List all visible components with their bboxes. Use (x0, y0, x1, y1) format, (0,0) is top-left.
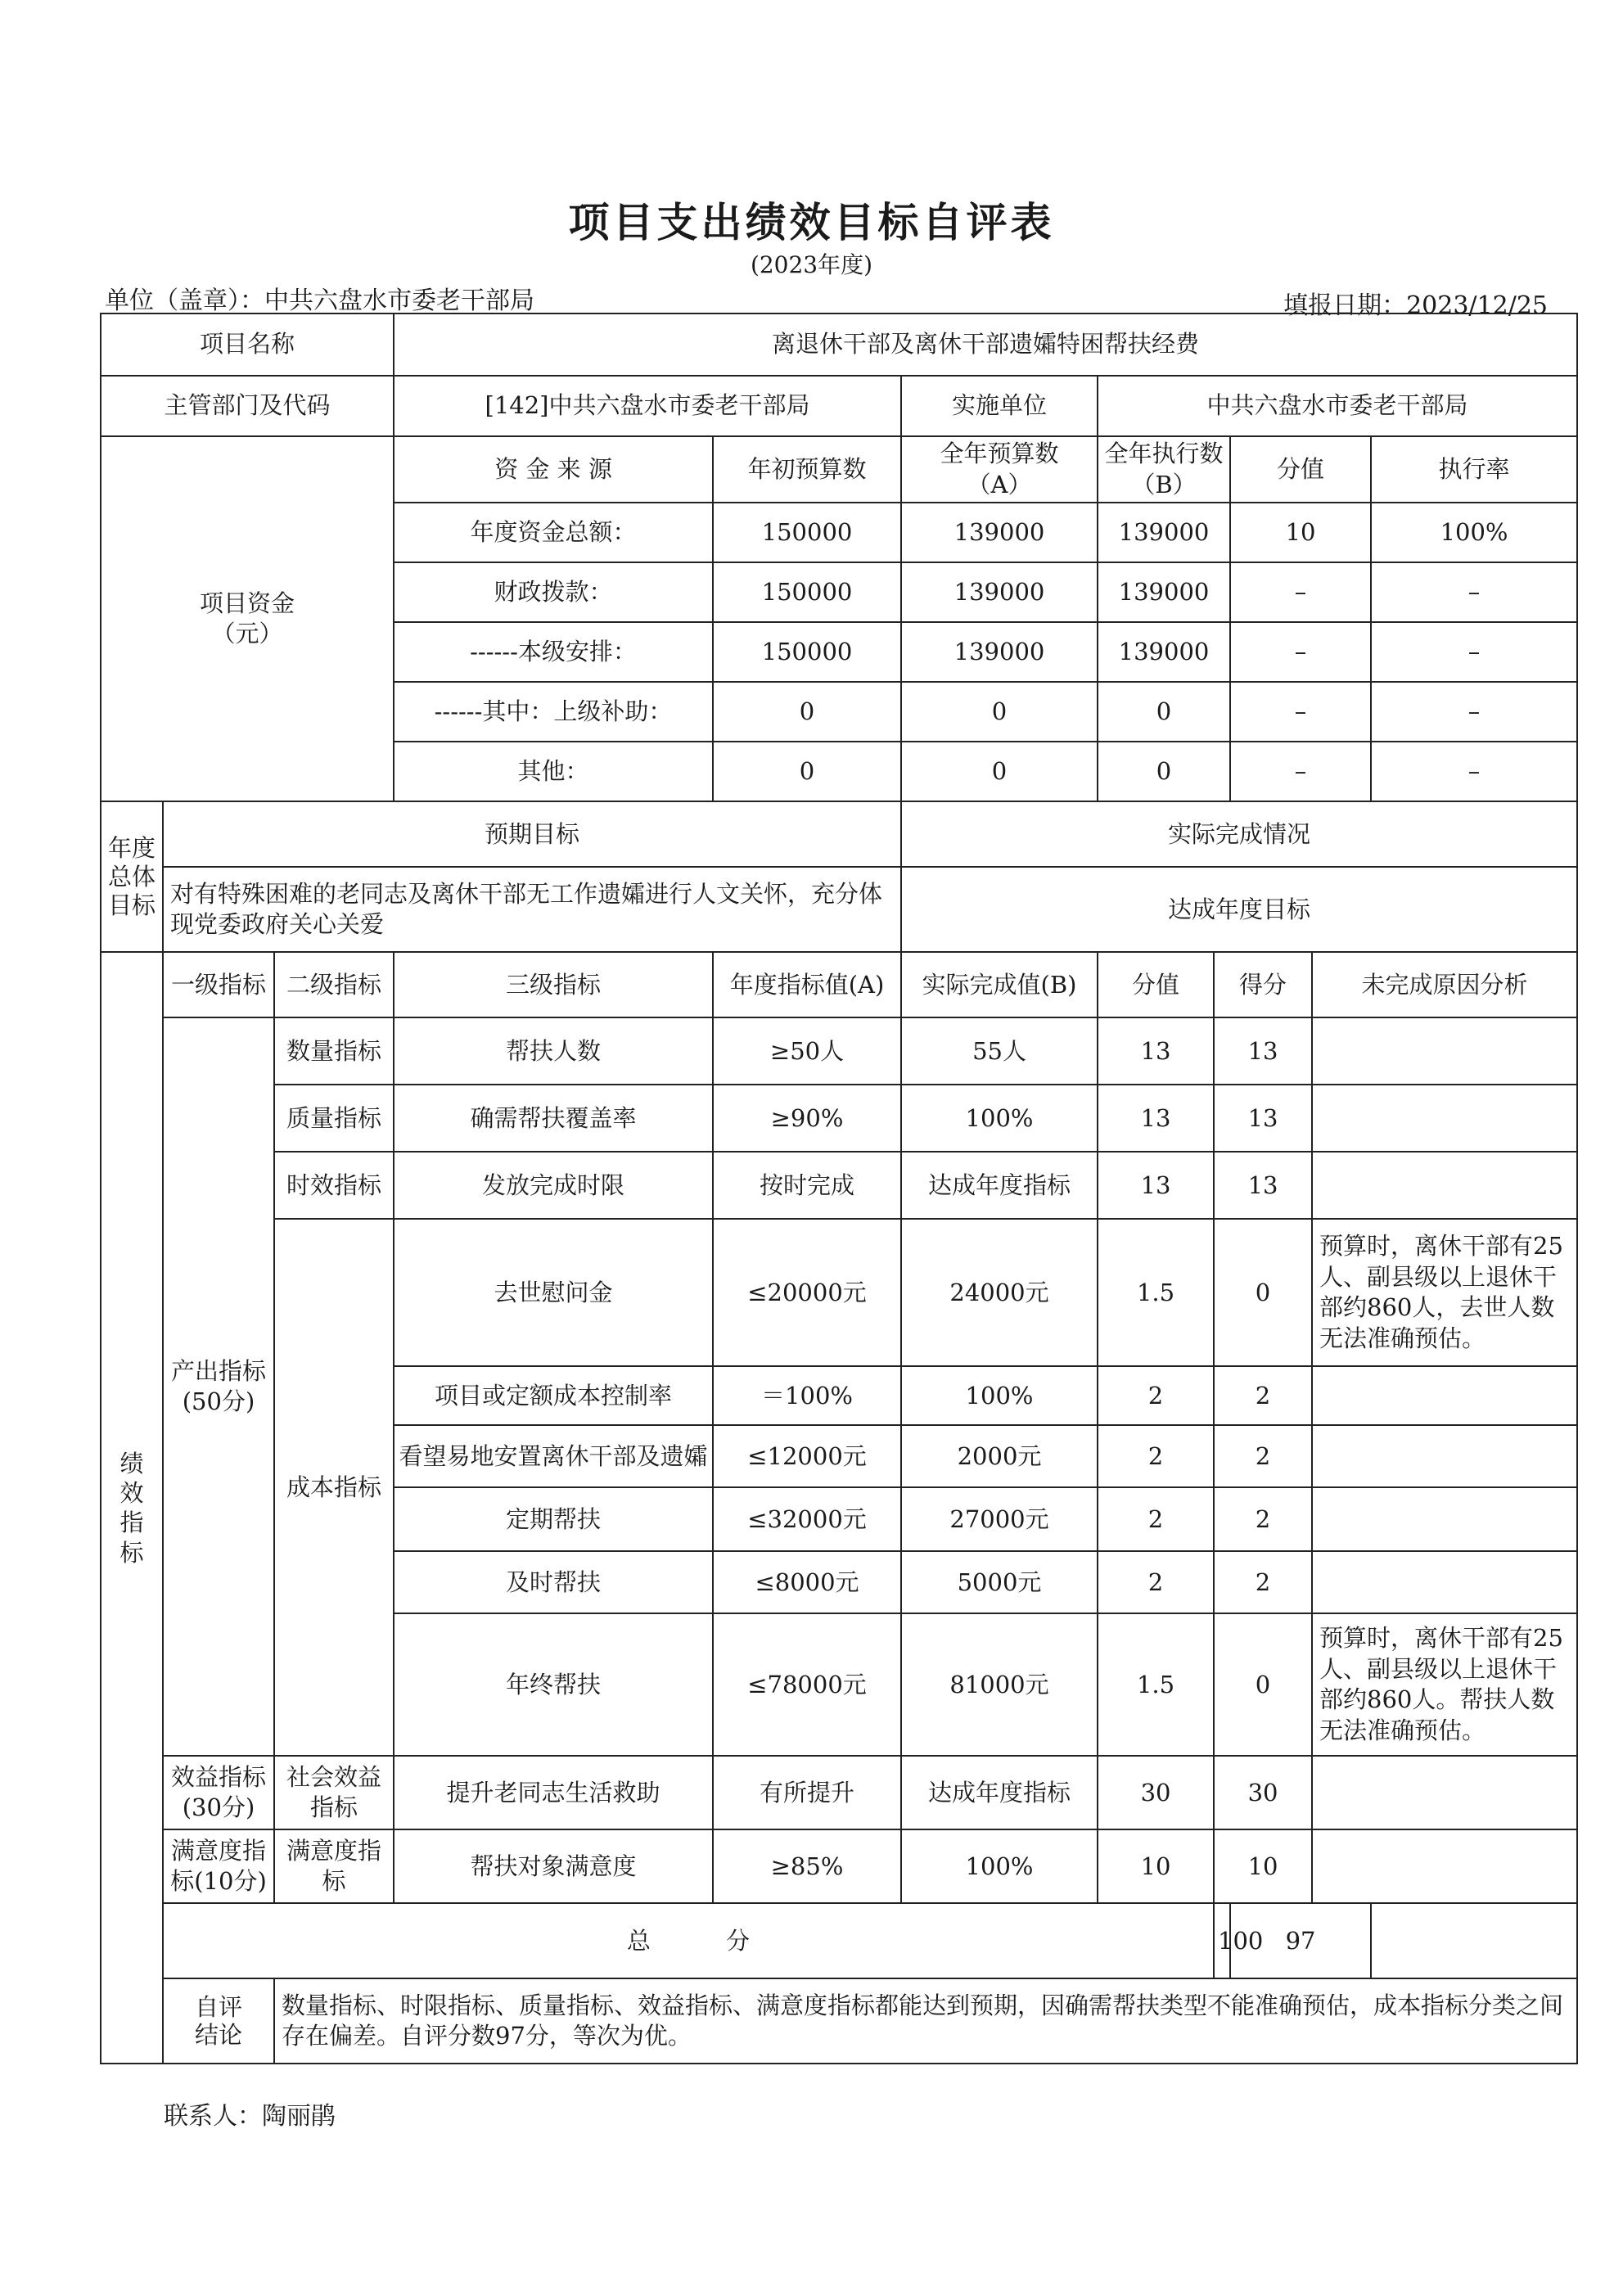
ind-header-score-value: 分值 (1098, 952, 1214, 1017)
funds-row-source: ------本级安排： (394, 622, 713, 682)
ind-score: 10 (1214, 1829, 1312, 1903)
ind-actual: 2000元 (901, 1425, 1098, 1487)
ind-score-value: 2 (1098, 1487, 1214, 1551)
ind-target: ≤12000元 (713, 1425, 901, 1487)
funds-row-initial: 150000 (713, 562, 901, 622)
ind-score-value: 13 (1098, 1017, 1214, 1085)
ind-target: ≤32000元 (713, 1487, 901, 1551)
ind-score-value: 1.5 (1098, 1219, 1214, 1366)
ind-actual: 100% (901, 1829, 1098, 1903)
ind-score-value: 13 (1098, 1085, 1214, 1152)
total-blank (1371, 1903, 1577, 1978)
project-name-value: 离退休干部及离休干部遗孀特困帮扶经费 (394, 314, 1577, 376)
ind-target: ≤78000元 (713, 1613, 901, 1756)
annual-goal-label (101, 801, 163, 952)
ind-score: 2 (1214, 1487, 1312, 1551)
expected-goal-header: 预期目标 (163, 801, 901, 867)
funds-row-annual: 139000 (901, 503, 1098, 562)
page-title: 项目支出绩效目标自评表 (568, 198, 1055, 246)
funds-row-executed: 139000 (1098, 622, 1230, 682)
funds-row-executed: 139000 (1098, 562, 1230, 622)
ind-reason (1312, 1425, 1577, 1487)
ind-header-reason: 未完成原因分析 (1312, 952, 1577, 1017)
ind-actual: 100% (901, 1085, 1098, 1152)
quantity-indicator-label: 数量指标 (274, 1017, 394, 1085)
ind-name: 发放完成时限 (394, 1152, 713, 1219)
timeliness-indicator-label: 时效指标 (274, 1152, 394, 1219)
ind-score: 0 (1214, 1613, 1312, 1756)
ind-target: ≥90% (713, 1085, 901, 1152)
ind-actual: 81000元 (901, 1613, 1098, 1756)
ind-score: 13 (1214, 1152, 1312, 1219)
ind-score: 13 (1214, 1017, 1312, 1085)
cost-indicator-label: 成本指标 (274, 1219, 394, 1756)
ind-score: 2 (1214, 1425, 1312, 1487)
ind-header-actual: 实际完成值(B) (901, 952, 1098, 1017)
ind-score-value: 10 (1098, 1829, 1214, 1903)
dept-value: [142]中共六盘水市委老干部局 (394, 376, 901, 436)
funds-row-executed: 139000 (1098, 503, 1230, 562)
ind-score: 0 (1214, 1219, 1312, 1366)
ind-score-value: 2 (1098, 1366, 1214, 1425)
funds-row-score-value: – (1230, 682, 1371, 742)
funds-row-executed: 0 (1098, 682, 1230, 742)
ind-score-value: 2 (1098, 1551, 1214, 1613)
ind-actual: 达成年度指标 (901, 1152, 1098, 1219)
funds-header-rate: 执行率 (1371, 436, 1577, 503)
contact-line: 联系人：陶丽鹃 (164, 2102, 336, 2131)
funds-row-score-value: – (1230, 622, 1371, 682)
ind-actual: 达成年度指标 (901, 1756, 1098, 1829)
ind-name: 定期帮扶 (394, 1487, 713, 1551)
ind-actual: 24000元 (901, 1219, 1098, 1366)
satisfaction-sub-label: 满意度指 标 (274, 1829, 394, 1903)
ind-name: 去世慰问金 (394, 1219, 713, 1366)
ind-score-value: 13 (1098, 1152, 1214, 1219)
funds-row-score-value: – (1230, 742, 1371, 801)
funds-row-annual: 139000 (901, 562, 1098, 622)
conclusion-text: 数量指标、时限指标、质量指标、效益指标、满意度指标都能达到预期，因确需帮扶类型不能准确预估，成本指标分类之间存在偏差。自评分数97分，等次为优。 (274, 1978, 1577, 2064)
ind-actual: 100% (901, 1366, 1098, 1425)
quality-indicator-label: 质量指标 (274, 1085, 394, 1152)
ind-name: 提升老同志生活救助 (394, 1756, 713, 1829)
ind-reason (1312, 1366, 1577, 1425)
funds-label-text: 项目资金 （元） (200, 589, 295, 648)
indicators-label (101, 952, 163, 2064)
ind-actual: 55人 (901, 1017, 1098, 1085)
ind-reason (1312, 1152, 1577, 1219)
project-name-label: 项目名称 (101, 314, 394, 376)
evaluation-table (100, 313, 1578, 2064)
indicators-label-text: 绩效指标 (119, 1449, 144, 1567)
funds-row-rate: – (1371, 622, 1577, 682)
ind-score-value: 1.5 (1098, 1613, 1214, 1756)
total-label: 总 分 (163, 1903, 1214, 1978)
ind-target: ≤20000元 (713, 1219, 901, 1366)
ind-target: ＝100% (713, 1366, 901, 1425)
funds-row-rate: 100% (1371, 503, 1577, 562)
satisfaction-indicator-label: 满意度指 标(10分) (163, 1829, 274, 1903)
ind-target: ≤8000元 (713, 1551, 901, 1613)
ind-score: 2 (1214, 1366, 1312, 1425)
ind-name: 确需帮扶覆盖率 (394, 1085, 713, 1152)
funds-row-source: 年度资金总额： (394, 503, 713, 562)
funds-row-initial: 0 (713, 742, 901, 801)
ind-target: 有所提升 (713, 1756, 901, 1829)
ind-reason: 预算时，离休干部有25人、副县级以上退休干部约860人，去世人数无法准确预估。 (1312, 1219, 1577, 1366)
funds-header-initial: 年初预算数 (713, 436, 901, 503)
funds-row-annual: 0 (901, 742, 1098, 801)
social-benefit-label: 社会效益 指标 (274, 1756, 394, 1829)
funds-row-initial: 0 (713, 682, 901, 742)
page-subtitle: (2023年度) (750, 251, 873, 278)
funds-row-source: ------其中：上级补助： (394, 682, 713, 742)
ind-target: ≥50人 (713, 1017, 901, 1085)
ind-score: 2 (1214, 1551, 1312, 1613)
ind-name: 帮扶人数 (394, 1017, 713, 1085)
ind-target: ≥85% (713, 1829, 901, 1903)
ind-reason (1312, 1829, 1577, 1903)
ind-header-level3: 三级指标 (394, 952, 713, 1017)
ind-name: 看望易地安置离休干部及遗孀 (394, 1425, 713, 1487)
funds-row-annual: 139000 (901, 622, 1098, 682)
funds-row-source: 其他： (394, 742, 713, 801)
benefit-indicator-label: 效益指标 (30分) (163, 1756, 274, 1829)
conclusion-label-text: 自评结论 (195, 1992, 243, 2050)
funds-label (101, 436, 394, 801)
ind-score: 30 (1214, 1756, 1312, 1829)
funds-row-score-value: 10 (1230, 503, 1371, 562)
funds-row-initial: 150000 (713, 503, 901, 562)
funds-header-source: 资 金 来 源 (394, 436, 713, 503)
ind-name: 帮扶对象满意度 (394, 1829, 713, 1903)
funds-row-score-value: – (1230, 562, 1371, 622)
actual-completion-header: 实际完成情况 (901, 801, 1577, 867)
ind-reason (1312, 1085, 1577, 1152)
ind-score-value: 2 (1098, 1425, 1214, 1487)
ind-reason: 预算时，离休干部有25人、副县级以上退休干部约860人。帮扶人数无法准确预估。 (1312, 1613, 1577, 1756)
ind-reason (1312, 1017, 1577, 1085)
funds-row-initial: 150000 (713, 622, 901, 682)
total-value: 100 (1214, 1903, 1230, 1978)
funds-row-rate: – (1371, 742, 1577, 801)
funds-header-score-value: 分值 (1230, 436, 1371, 503)
ind-header-level1: 一级指标 (163, 952, 274, 1017)
funds-header-executed: 全年执行数（B） (1098, 436, 1230, 503)
ind-actual: 5000元 (901, 1551, 1098, 1613)
ind-name: 及时帮扶 (394, 1551, 713, 1613)
funds-row-source: 财政拨款： (394, 562, 713, 622)
date-label: 填报日期：2023/12/25 (1283, 291, 1548, 320)
annual-goal-label-text: 年度总体目标 (108, 834, 156, 919)
ind-header-target: 年度指标值(A) (713, 952, 901, 1017)
impl-value: 中共六盘水市委老干部局 (1098, 376, 1577, 436)
ind-score: 13 (1214, 1085, 1312, 1152)
ind-actual: 27000元 (901, 1487, 1098, 1551)
impl-label: 实施单位 (901, 376, 1098, 436)
funds-header-annual: 全年预算数 （A） (901, 436, 1098, 503)
funds-row-annual: 0 (901, 682, 1098, 742)
ind-header-score: 得分 (1214, 952, 1312, 1017)
funds-row-rate: – (1371, 562, 1577, 622)
total-score: 97 (1230, 1903, 1371, 1978)
ind-name: 项目或定额成本控制率 (394, 1366, 713, 1425)
ind-score-value: 30 (1098, 1756, 1214, 1829)
unit-label: 单位（盖章）：中共六盘水市委老干部局 (105, 286, 534, 315)
ind-name: 年终帮扶 (394, 1613, 713, 1756)
expected-goal-text: 对有特殊困难的老同志及离休干部无工作遗孀进行人文关怀，充分体现党委政府关心关爱 (163, 867, 901, 952)
ind-target: 按时完成 (713, 1152, 901, 1219)
actual-completion-text: 达成年度目标 (901, 867, 1577, 952)
ind-reason (1312, 1756, 1577, 1829)
dept-label: 主管部门及代码 (101, 376, 394, 436)
output-indicator-label: 产出指标 (50分) (163, 1017, 274, 1756)
ind-reason (1312, 1487, 1577, 1551)
ind-header-level2: 二级指标 (274, 952, 394, 1017)
conclusion-label (163, 1978, 274, 2064)
ind-reason (1312, 1551, 1577, 1613)
funds-row-rate: – (1371, 682, 1577, 742)
funds-row-executed: 0 (1098, 742, 1230, 801)
